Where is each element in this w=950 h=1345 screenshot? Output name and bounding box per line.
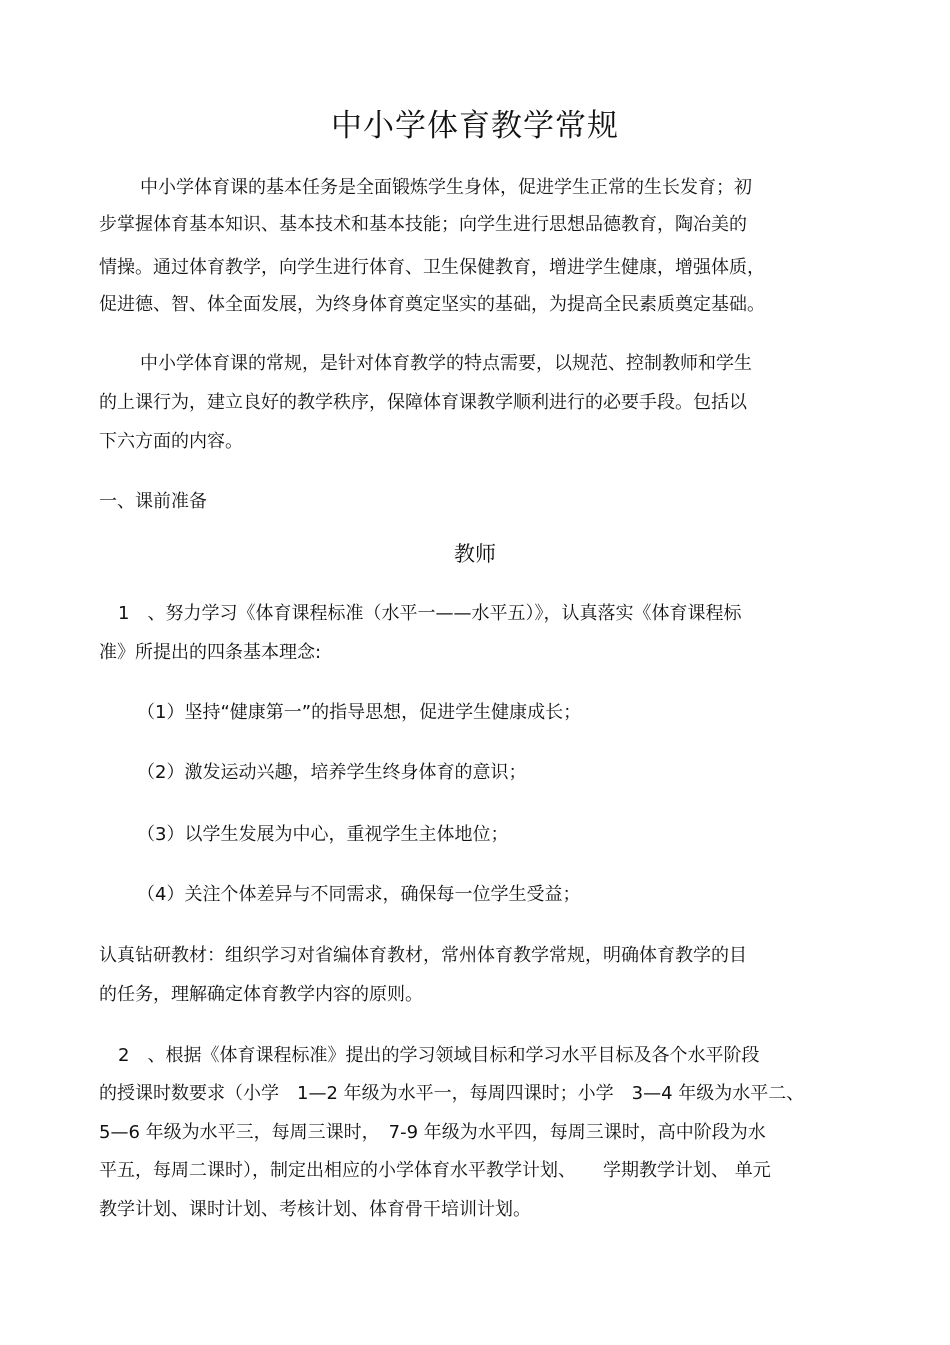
document-title: 中小学体育教学常规 <box>331 108 619 144</box>
item2-line-2: 的授课时数要求（小学 1—2 年级为水平一，每周四课时；小学 3—4 年级为水平二、 <box>99 1083 805 1104</box>
section-heading: 一、课前准备 <box>99 491 207 512</box>
item1-line-2: 准》所提出的四条基本理念: <box>99 642 322 663</box>
study-line-1: 认真钻研教材：组织学习对省编体育教材，常州体育教学常规，明确体育教学的目 <box>99 945 747 966</box>
routine-line-2: 的上课行为，建立良好的教学秩序，保障体育课教学顺利进行的必要手段。包括以 <box>99 392 747 413</box>
study-line-2: 的任务，理解确定体育教学内容的原则。 <box>99 984 423 1005</box>
intro-line-1: 中小学体育课的基本任务是全面锻炼学生身体，促进学生正常的生长发育；初 <box>140 177 752 198</box>
intro-line-2: 步掌握体育基本知识、基本技术和基本技能；向学生进行思想品德教育，陶冶美的 <box>99 214 747 235</box>
routine-line-1: 中小学体育课的常规，是针对体育教学的特点需要，以规范、控制教师和学生 <box>140 353 752 374</box>
item1-line-1: 1 、努力学习《体育课程标准（水平一——水平五）》，认真落实《体育课程标 <box>118 603 742 624</box>
intro-line-4: 促进德、智、体全面发展，为终身体育奠定坚实的基础，为提高全民素质奠定基础。 <box>99 294 765 315</box>
concept-item-2: （2）激发运动兴趣，培养学生终身体育的意识； <box>137 762 527 783</box>
item2-line-4: 平五，每周二课时），制定出相应的小学体育水平教学计划、 学期教学计划、 单元 <box>99 1160 771 1181</box>
routine-line-3: 下六方面的内容。 <box>99 431 243 452</box>
concept-item-4: （4）关注个体差异与不同需求，确保每一位学生受益； <box>137 884 581 905</box>
concept-item-1: （1）坚持“健康第一”的指导思想，促进学生健康成长； <box>137 702 582 723</box>
item2-line-5: 教学计划、课时计划、考核计划、体育骨干培训计划。 <box>99 1199 531 1220</box>
intro-line-3: 情操。通过体育教学，向学生进行体育、卫生保健教育，增进学生健康，增强体质， <box>99 257 765 278</box>
subsection-heading: 教师 <box>454 542 496 566</box>
item2-line-1: 2 、根据《体育课程标准》提出的学习领域目标和学习水平目标及各个水平阶段 <box>118 1045 760 1066</box>
concept-item-3: （3）以学生发展为中心，重视学生主体地位； <box>137 824 509 845</box>
item2-line-3: 5—6 年级为水平三，每周三课时， 7-9 年级为水平四，每周三课时，高中阶段为水 <box>99 1122 766 1143</box>
